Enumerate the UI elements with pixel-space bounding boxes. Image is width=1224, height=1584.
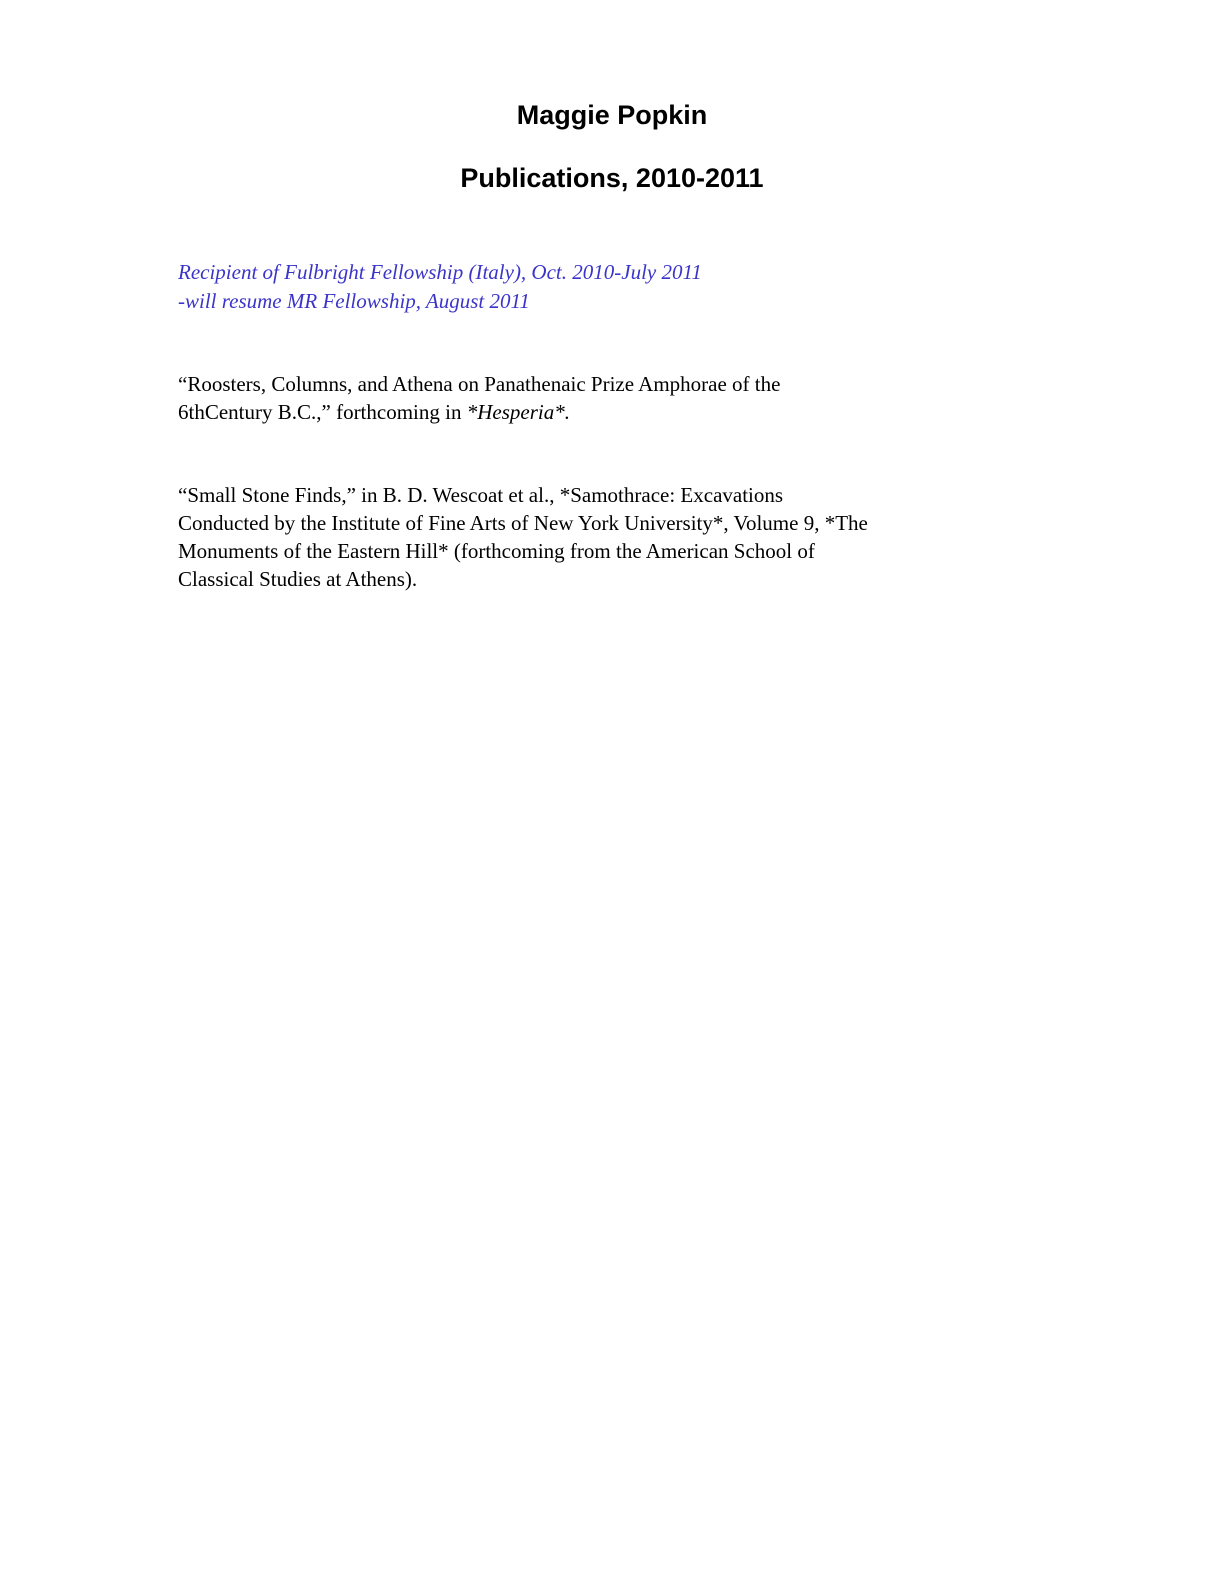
author-name: Maggie Popkin (516, 100, 708, 130)
page-title: Publications, 2010-2011 (460, 163, 764, 193)
fellowship-note (178, 258, 1058, 316)
fellowship-note-line-2: -will resume MR Fellowship, August 2011 (178, 289, 530, 313)
fellowship-note-line-1: Recipient of Fulbright Fellowship (Italy), Oct. 2010-July 2011 (178, 260, 702, 284)
journal-title: *Hesperia*. (466, 400, 570, 424)
publication-line: “Roosters, Columns, and Athena on Panathenaic Prize Amphorae of the (178, 372, 781, 396)
publication-entry (178, 370, 1028, 426)
publication-entry (178, 481, 1028, 593)
publication-line: Monuments of the Eastern Hill* (forthcoming from the American School of (178, 539, 815, 563)
publication-line: Classical Studies at Athens). (178, 567, 418, 591)
publication-text: 6thCentury B.C.,” forthcoming in (178, 400, 467, 424)
publication-line: “Small Stone Finds,” in B. D. Wescoat et al., *Samothrace: Excavations (178, 483, 784, 507)
publication-line: Conducted by the Institute of Fine Arts of New York University*, Volume 9, *The (178, 511, 868, 535)
publication-line (178, 398, 1028, 426)
